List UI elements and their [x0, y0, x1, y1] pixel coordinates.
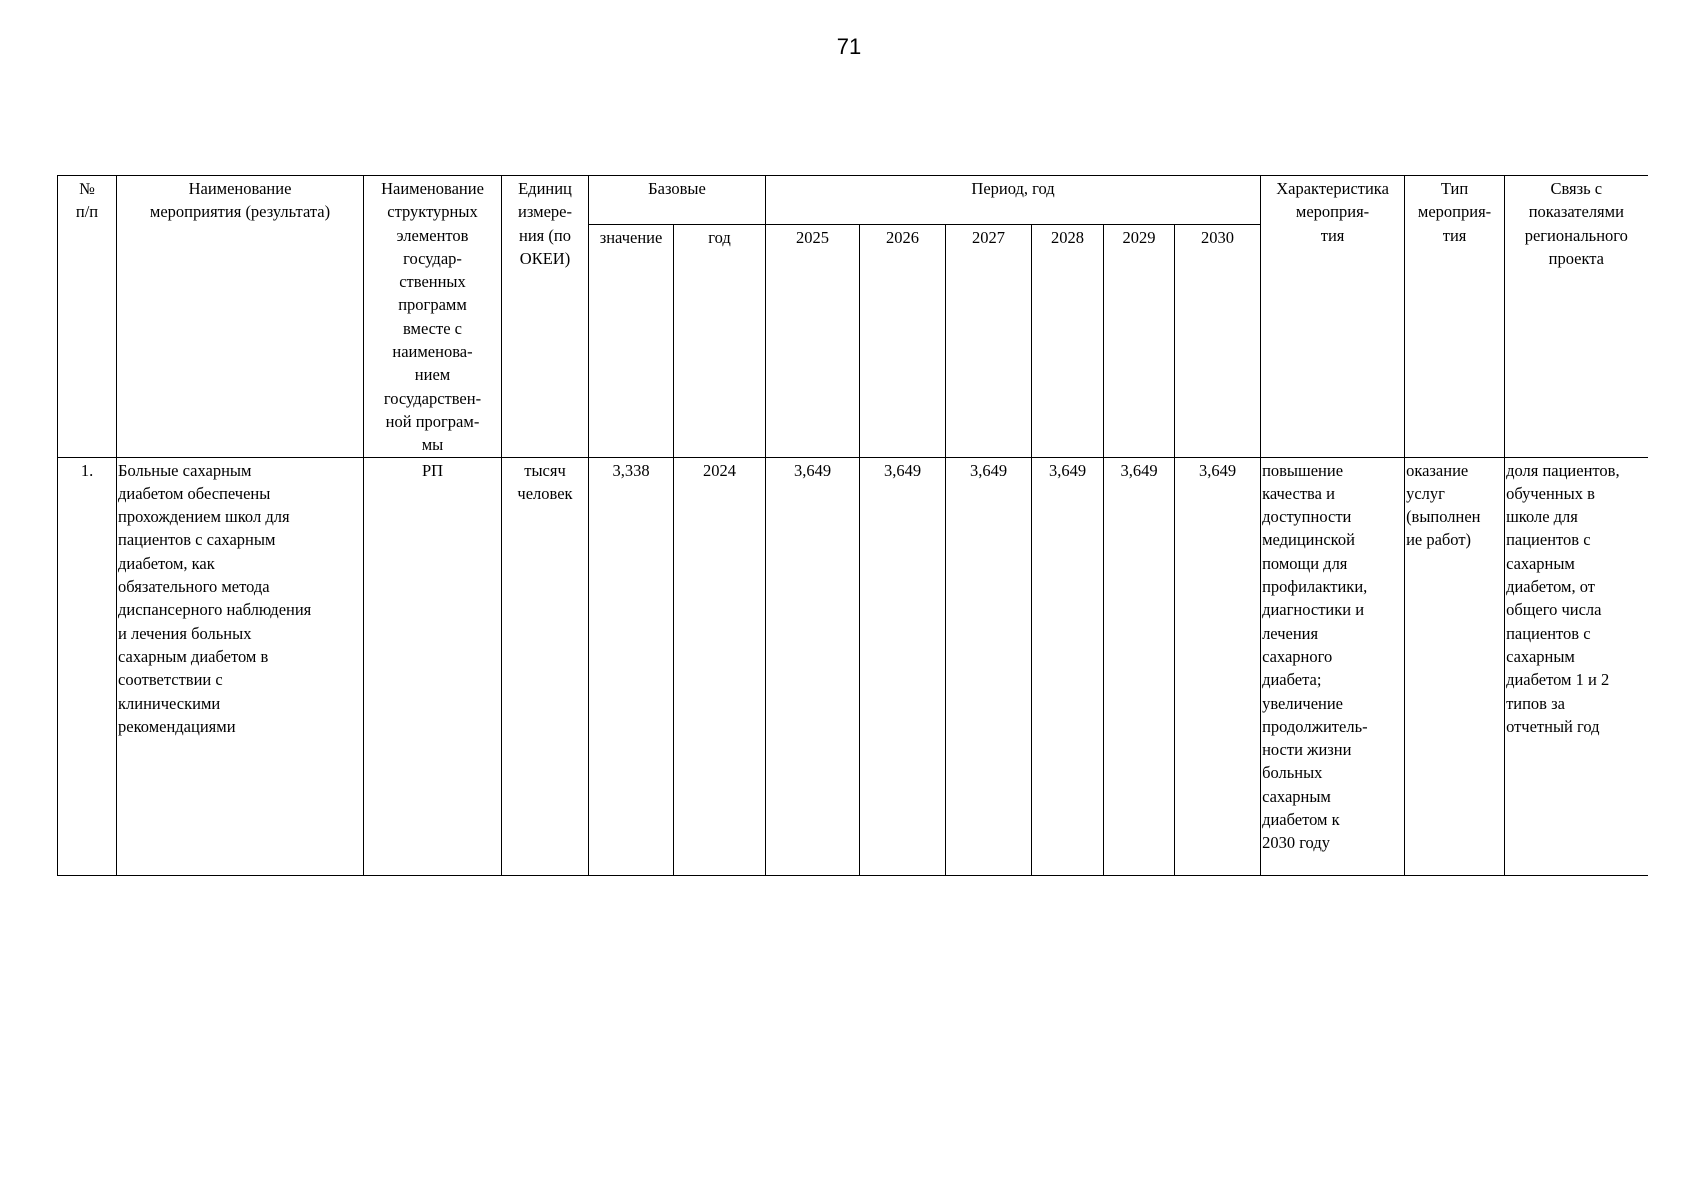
text-line: 2030 году	[1262, 833, 1330, 853]
text-line: типов за	[1506, 693, 1565, 713]
text-line: лечения	[1262, 623, 1319, 643]
text-line: услуг	[1406, 483, 1445, 503]
text-line: проекта	[1548, 248, 1604, 268]
row-value-2028: 3,649	[1032, 457, 1104, 875]
text-line: рекомендациями	[118, 716, 236, 736]
header-base-year: год	[674, 225, 766, 457]
text-line: Связь с	[1550, 179, 1603, 198]
text-line: Наименование	[188, 179, 292, 198]
text-line: диабетом к	[1262, 810, 1340, 830]
text-line: тия	[1320, 225, 1345, 245]
text-line: обученных в	[1506, 483, 1595, 503]
text-line: и лечения больных	[118, 623, 252, 643]
header-year-2026: 2026	[860, 225, 946, 457]
text-line: элементов	[396, 225, 469, 245]
text-line: измере-	[518, 202, 572, 222]
text-line: клиническими	[118, 693, 221, 713]
header-year-2030: 2030	[1175, 225, 1261, 457]
table-row	[58, 457, 1648, 875]
text-line: продолжитель-	[1262, 716, 1368, 736]
row-structural: РП	[364, 457, 502, 875]
events-table	[57, 175, 1648, 876]
row-value-2029: 3,649	[1104, 457, 1175, 875]
text-line: сахарным	[1262, 786, 1331, 806]
header-event-name	[117, 176, 364, 458]
row-unit	[502, 457, 589, 875]
text-line: диабетом, как	[118, 553, 215, 573]
text-line: диагностики и	[1262, 600, 1365, 620]
text-line: ности жизни	[1262, 740, 1352, 760]
text-line: пациентов с сахарным	[118, 530, 276, 550]
text-line: человек	[517, 483, 573, 503]
text-line: медицинской	[1262, 530, 1355, 550]
text-line: диабетом обеспечены	[118, 483, 271, 503]
text-line: Тип	[1440, 179, 1469, 198]
text-line: Наименование	[381, 179, 484, 198]
text-line: соответствии с	[118, 670, 223, 690]
text-line: (выполнен	[1406, 507, 1481, 527]
header-type	[1405, 176, 1505, 458]
text-line: диабетом, от	[1506, 577, 1595, 597]
text-line: №	[79, 179, 95, 198]
text-line: показателями	[1528, 202, 1624, 222]
header-base-value: значение	[589, 225, 674, 457]
text-line: Характеристика	[1276, 179, 1389, 198]
text-line: регионального	[1524, 225, 1628, 245]
text-line: пациентов с	[1506, 623, 1591, 643]
page-number: 71	[836, 34, 862, 59]
text-line: увеличение	[1262, 693, 1343, 713]
text-line: вместе с	[403, 318, 462, 338]
text-line: прохождением школ для	[118, 507, 290, 527]
text-line: пациентов с	[1506, 530, 1591, 550]
text-line: ственных	[399, 272, 466, 292]
row-type	[1405, 457, 1505, 875]
text-line: сахарным диабетом в	[118, 646, 269, 666]
text-line: ной програм-	[385, 411, 480, 431]
text-line: диабета;	[1262, 670, 1322, 690]
text-line: профилактики,	[1262, 577, 1368, 597]
text-line: сахарного	[1262, 646, 1333, 666]
text-line: Единиц	[518, 179, 572, 198]
text-line: Больные сахарным	[118, 460, 252, 480]
text-line: тысяч	[524, 460, 566, 480]
table-header-row	[58, 176, 1648, 225]
row-link	[1505, 457, 1648, 875]
header-year-2027: 2027	[946, 225, 1032, 457]
text-line: общего числа	[1506, 600, 1602, 620]
text-line: наименова-	[392, 342, 473, 362]
header-link	[1505, 176, 1648, 458]
text-line: мы	[421, 435, 444, 455]
text-line: мероприя-	[1417, 202, 1492, 222]
header-characteristic	[1261, 176, 1405, 458]
text-line: диабетом 1 и 2	[1506, 670, 1610, 690]
header-year-2029: 2029	[1104, 225, 1175, 457]
text-line: диспансерного наблюдения	[118, 600, 312, 620]
text-line: больных	[1262, 763, 1323, 783]
text-line: нием	[414, 365, 451, 385]
row-event-name	[117, 457, 364, 875]
text-line: ие работ)	[1406, 530, 1472, 550]
text-line: отчетный год	[1506, 716, 1600, 736]
header-num	[58, 176, 117, 458]
text-line: ОКЕИ)	[519, 248, 571, 268]
row-num: 1.	[58, 457, 117, 875]
text-line: оказание	[1406, 460, 1469, 480]
text-line: помощи для	[1262, 553, 1348, 573]
text-line: тия	[1442, 225, 1467, 245]
header-year-2025: 2025	[766, 225, 860, 457]
header-unit	[502, 176, 589, 458]
text-line: ния (по	[519, 225, 571, 245]
row-value-2027: 3,649	[946, 457, 1032, 875]
text-line: мероприятия (результата)	[149, 202, 331, 222]
row-value-2025: 3,649	[766, 457, 860, 875]
text-line: доступности	[1262, 507, 1352, 527]
row-value-2030: 3,649	[1175, 457, 1261, 875]
text-line: доля пациентов,	[1506, 460, 1620, 480]
text-line: повышение	[1262, 460, 1344, 480]
text-line: п/п	[75, 202, 99, 222]
text-line: мероприя-	[1295, 202, 1370, 222]
row-base-year: 2024	[674, 457, 766, 875]
header-period: Период, год	[766, 176, 1261, 225]
header-structural-elements	[364, 176, 502, 458]
text-line: программ	[398, 295, 467, 315]
header-year-2028: 2028	[1032, 225, 1104, 457]
text-line: школе для	[1506, 507, 1578, 527]
text-line: сахарным	[1506, 553, 1575, 573]
text-line: сахарным	[1506, 646, 1575, 666]
header-base: Базовые	[589, 176, 766, 225]
text-line: структурных	[387, 202, 478, 222]
text-line: качества и	[1262, 483, 1335, 503]
row-base-value: 3,338	[589, 457, 674, 875]
text-line: государствен-	[383, 388, 482, 408]
row-characteristic	[1261, 457, 1405, 875]
text-line: обязательного метода	[118, 577, 270, 597]
text-line: государ-	[403, 248, 462, 268]
row-value-2026: 3,649	[860, 457, 946, 875]
